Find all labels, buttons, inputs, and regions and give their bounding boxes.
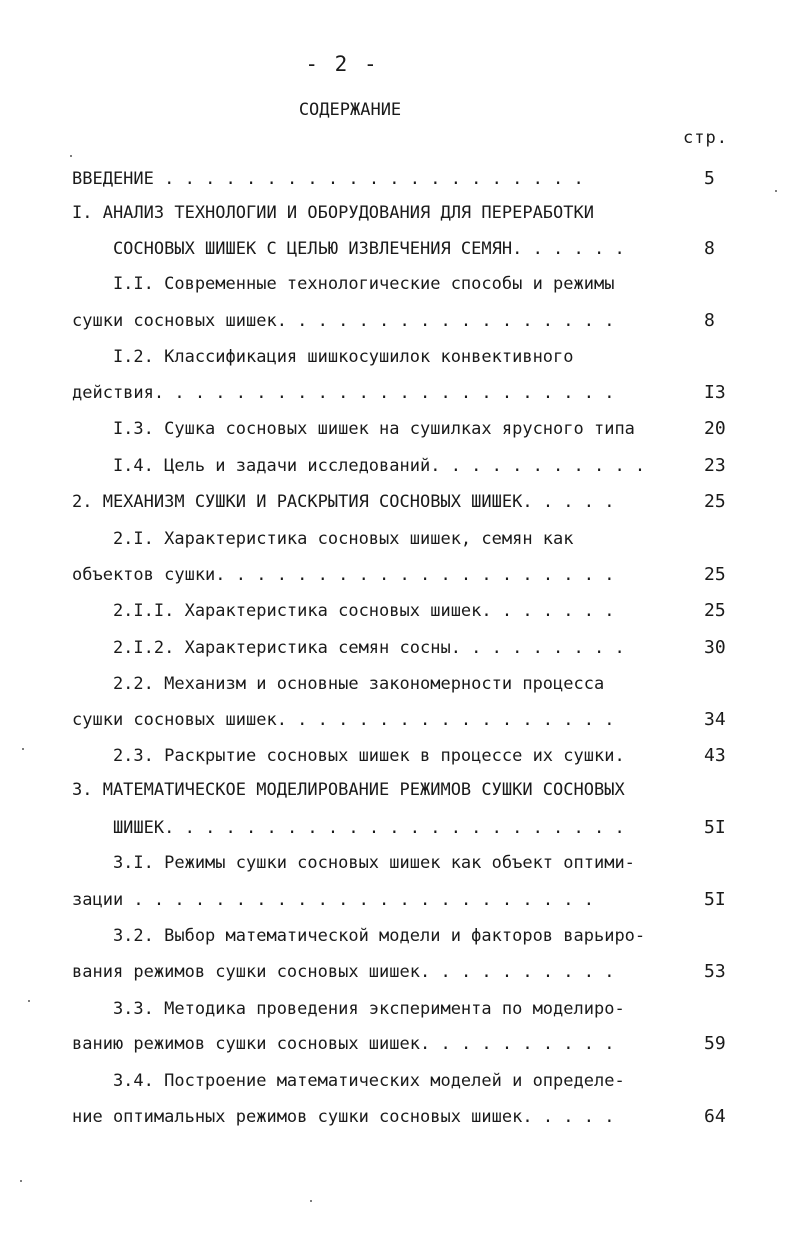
page-column-label: стр. — [683, 128, 728, 148]
scan-speck — [775, 190, 777, 192]
toc-leader-dots: . . . . . . . — [481, 601, 615, 621]
toc-page-number: 34 — [704, 709, 726, 730]
toc-entry-text: зации — [72, 890, 124, 910]
toc-leader-dots: . . . . . — [522, 492, 615, 512]
toc-entry-text: 3.4. Построение математических моделей и определе- — [72, 1071, 625, 1091]
toc-page-number: 25 — [704, 564, 726, 585]
scan-speck — [28, 1000, 30, 1002]
toc-line — [72, 416, 740, 442]
toc-line — [72, 850, 740, 876]
scan-speck — [22, 748, 24, 750]
toc-leader-dots: . . . . . . . . . . . . . . . . . — [276, 311, 615, 331]
toc-line — [72, 923, 740, 949]
toc-line — [72, 1104, 740, 1130]
toc-line — [72, 200, 740, 226]
toc-line — [72, 959, 740, 985]
toc-line — [72, 526, 740, 552]
toc-line — [72, 380, 740, 406]
scan-speck — [70, 155, 72, 157]
toc-line — [72, 308, 740, 334]
toc-entry-text: I.2. Классификация шишкосушилок конвективного — [72, 347, 574, 367]
toc-entry-text: сушки сосновых шишек — [72, 311, 277, 331]
toc-page-number: I3 — [704, 382, 726, 403]
toc-line — [72, 1031, 740, 1057]
toc-entry-text: ВВЕДЕНИЕ — [72, 169, 154, 189]
toc-page-number: 25 — [704, 600, 726, 621]
toc-leader-dots: . . . . . . . . . . . . . . . . . — [276, 710, 615, 730]
toc-page-number: 8 — [704, 238, 715, 259]
toc-entry-text: сушки сосновых шишек — [72, 710, 277, 730]
toc-entry-text: 3. МАТЕМАТИЧЕСКОЕ МОДЕЛИРОВАНИЕ РЕЖИМОВ СУШКИ СОСНОВЫХ — [72, 780, 625, 800]
toc-entry-text: 2.I.2. Характеристика семян сосны — [72, 638, 451, 658]
toc-line — [72, 815, 740, 841]
toc-leader-dots: . . . . . . . . . . . . . . . . . . . . . . . — [153, 383, 615, 403]
toc-entry-text: 2.3. Раскрытие сосновых шишек в процессе их сушки. — [72, 746, 625, 766]
toc-leader-dots: . . . . . . . . . — [450, 638, 625, 658]
toc-entry-text: I.I. Современные технологические способы и режимы — [72, 274, 615, 294]
toc-line — [72, 562, 740, 588]
toc-leader-dots: . . . . . . . . . . . . . . . . . . . . . . . — [123, 890, 594, 910]
toc-entry-text: 3.3. Методика проведения эксперимента по моделиро- — [72, 999, 625, 1019]
toc-page-number: 20 — [704, 418, 726, 439]
toc-line — [72, 707, 740, 733]
toc-line — [72, 671, 740, 697]
toc-page-number: 25 — [704, 491, 726, 512]
toc-line — [72, 166, 740, 192]
toc-leader-dots: . . . . . . . . . . — [420, 962, 615, 982]
toc-entry-text: объектов сушки — [72, 565, 216, 585]
toc-entry-text: ние оптимальных режимов сушки сосновых шишек — [72, 1107, 523, 1127]
toc-leader-dots: . . . . . . . . . . . . . . . . . . . . — [215, 565, 615, 585]
toc-page-number: 53 — [704, 961, 726, 982]
toc-line — [72, 453, 740, 479]
toc-page-number: 64 — [704, 1106, 726, 1127]
toc-page-number: 30 — [704, 637, 726, 658]
toc-entry-text: 3.I. Режимы сушки сосновых шишек как объект оптими- — [72, 853, 635, 873]
toc-entry-text: 2.2. Механизм и основные закономерности процесса — [72, 674, 605, 694]
toc-entry-text: вания режимов сушки сосновых шишек — [72, 962, 420, 982]
scan-speck — [20, 1180, 22, 1182]
toc-line — [72, 1068, 740, 1094]
toc-leader-dots: . . . . . . . . . . . . . . . . . . . . . — [153, 169, 584, 189]
toc-line — [72, 344, 740, 370]
toc-page-number: 5I — [704, 817, 726, 838]
toc-page-number: 8 — [704, 310, 715, 331]
toc-page-number: 59 — [704, 1033, 726, 1054]
toc-page-number: 5 — [704, 168, 715, 189]
toc-line — [72, 887, 740, 913]
toc-entry-text: I.4. Цель и задачи исследований — [72, 456, 431, 476]
toc-entry-text: I.3. Сушка сосновых шишек на сушилках ярусного типа — [72, 419, 635, 439]
toc-entry-text: ШИШЕК — [72, 818, 165, 838]
toc-entry-text: I. АНАЛИЗ ТЕХНОЛОГИИ И ОБОРУДОВАНИЯ ДЛЯ ПЕРЕРАБОТКИ — [72, 203, 594, 223]
toc-leader-dots: . . . . . — [522, 1107, 615, 1127]
toc-line — [72, 635, 740, 661]
toc-entry-text: ванию режимов сушки сосновых шишек — [72, 1034, 420, 1054]
toc-line — [72, 271, 740, 297]
document-title: СОДЕРЖАНИЕ — [298, 100, 402, 120]
toc-line — [72, 236, 740, 262]
toc-line — [72, 489, 740, 515]
toc-entry-text: 3.2. Выбор математической модели и факторов варьиро- — [72, 926, 646, 946]
page-number: - 2 - — [305, 52, 379, 76]
toc-entry-text: СОСНОВЫХ ШИШЕК С ЦЕЛЬЮ ИЗВЛЕЧЕНИЯ СЕМЯН — [72, 239, 513, 259]
toc-entry-text: 2.I. Характеристика сосновых шишек, семян как — [72, 529, 574, 549]
toc-entry-text: 2.I.I. Характеристика сосновых шишек — [72, 601, 482, 621]
toc-line — [72, 598, 740, 624]
toc-page-number: 23 — [704, 455, 726, 476]
toc-leader-dots: . . . . . . . . . . . . . . . . . . . . . . . — [164, 818, 625, 838]
toc-line — [72, 996, 740, 1022]
toc-line — [72, 743, 740, 769]
toc-leader-dots: . . . . . . . . . . . — [430, 456, 646, 476]
toc-entry-text: действия — [72, 383, 154, 403]
toc-entry-text: 2. МЕХАНИЗМ СУШКИ И РАСКРЫТИЯ СОСНОВЫХ ШИШЕК — [72, 492, 523, 512]
toc-line — [72, 777, 740, 803]
scan-speck — [310, 1200, 312, 1202]
toc-page-number: 43 — [704, 745, 726, 766]
toc-leader-dots: . . . . . . . . . . — [420, 1034, 615, 1054]
toc-page-number: 5I — [704, 889, 726, 910]
toc-leader-dots: . . . . . . — [512, 239, 625, 259]
